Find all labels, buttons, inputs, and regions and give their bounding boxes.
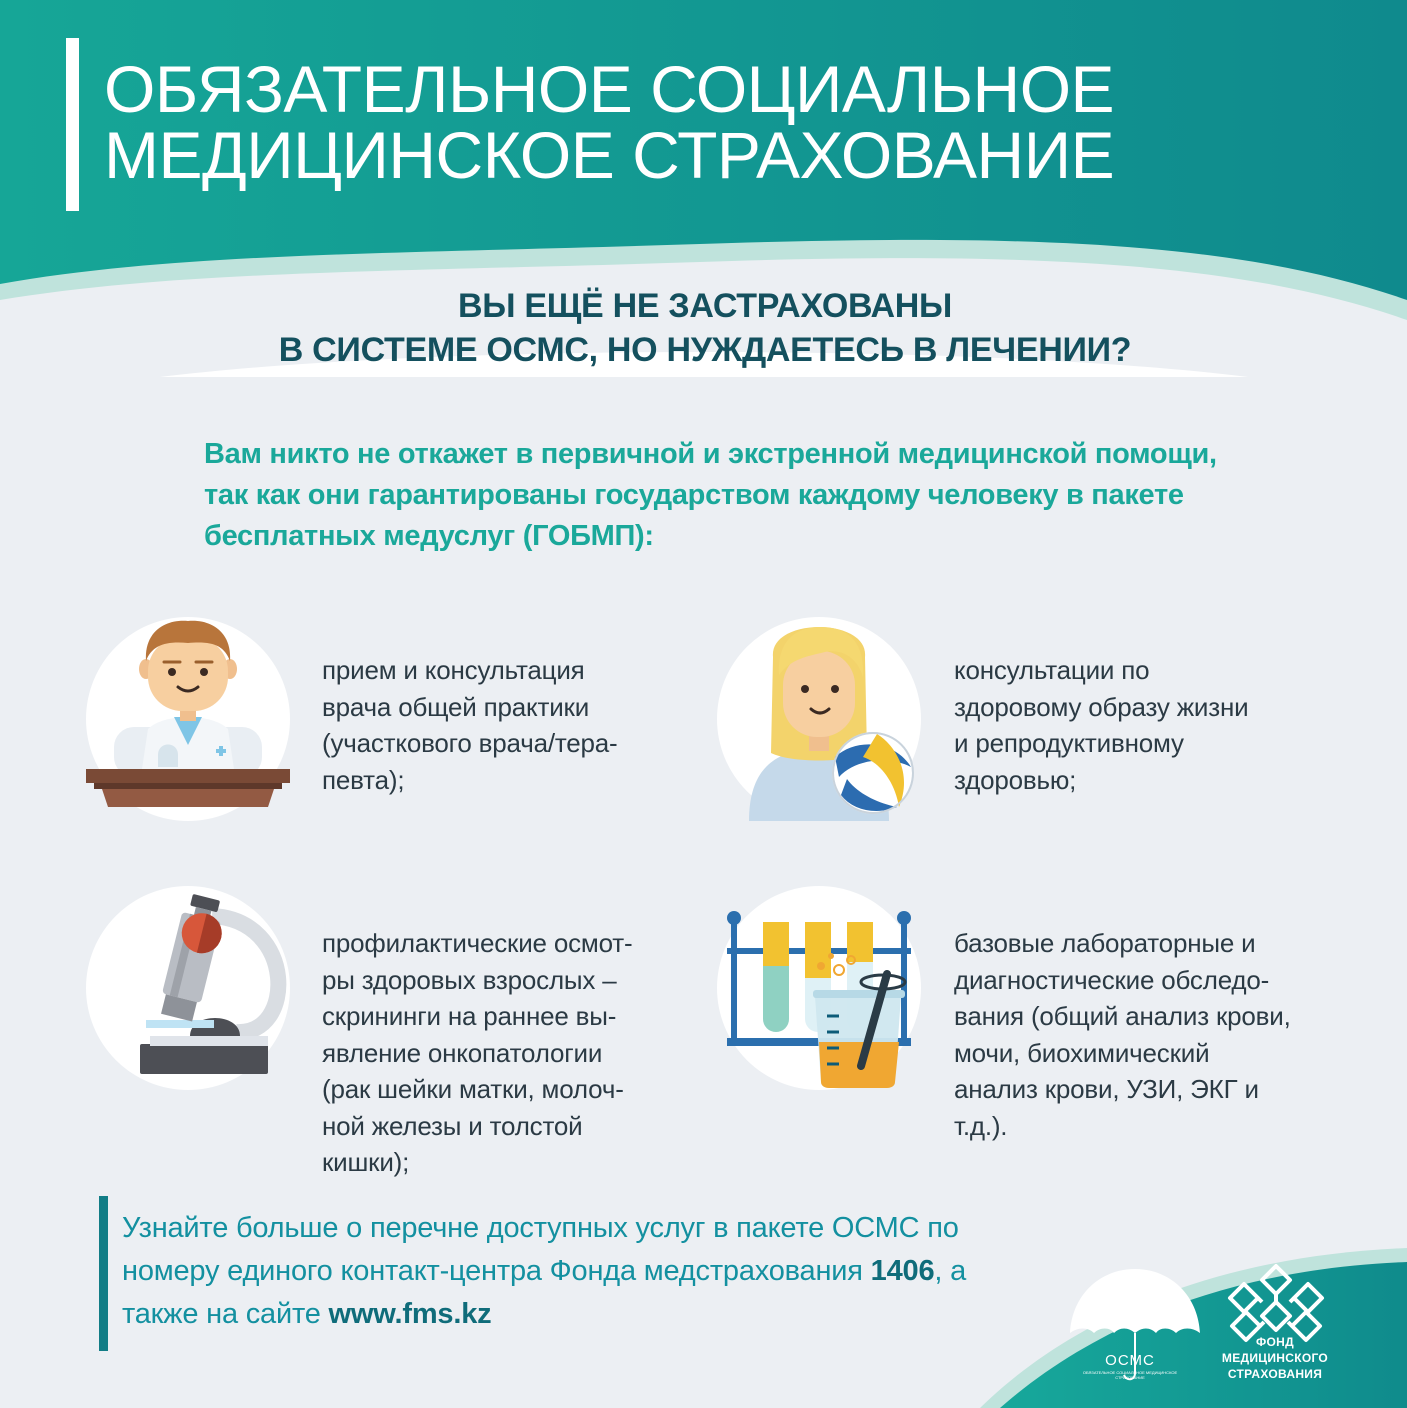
fund-logo-line-1: ФОНД	[1256, 1335, 1294, 1349]
footer-text-part-2: , а также на сайте	[122, 1255, 967, 1330]
service-text-4: базовые лабораторные и диагностические обследо- вания (общий анализ крови, мочи, биохимический анализ крови, УЗИ, ЭКГ и т.д.).	[954, 928, 1291, 1141]
microscope-icon	[86, 886, 290, 1090]
footer-accent-bar	[99, 1196, 108, 1351]
fund-logo-label	[1200, 1334, 1350, 1382]
contact-phone: 1406	[870, 1255, 935, 1287]
doctor-icon	[86, 617, 290, 821]
title-accent-bar	[66, 38, 79, 211]
test-tubes-icon	[717, 886, 921, 1090]
footer-text-part-1: Узнайте больше о перечне доступных услуг в пакете ОСМС по номеру единого контакт-центра Фонда медстрахования	[122, 1212, 959, 1287]
question-heading	[160, 284, 1250, 372]
service-text-1: прием и консультация врача общей практики (участкового врача/тера- певта);	[322, 655, 618, 795]
intro-paragraph: Вам никто не откажет в первичной и экстренной медицинской помощи, так как они гарантированы государством каждому человеку в пакете бесплатных медуслуг (ГОБМП):	[204, 438, 1217, 552]
title-line-2: МЕДИЦИНСКОЕ СТРАХОВАНИЕ	[104, 118, 1115, 192]
website-link[interactable]: www.fms.kz	[328, 1298, 492, 1330]
fund-logo-line-2: МЕДИЦИНСКОГО	[1221, 1351, 1329, 1365]
woman-volleyball-icon	[717, 617, 921, 821]
question-line-1: ВЫ ЕЩЁ НЕ ЗАСТРАХОВАНЫ	[457, 287, 953, 325]
page-title	[104, 52, 1115, 192]
osms-logo-subtitle: ОБЯЗАТЕЛЬНОЕ СОЦИАЛЬНОЕ МЕДИЦИНСКОЕ СТРАХОВАНИЕ	[1082, 1370, 1178, 1380]
service-text-2: консультации по здоровому образу жизни и репродуктивному здоровью;	[954, 655, 1249, 795]
question-line-2: В СИСТЕМЕ ОСМС, НО НУЖДАЕТЕСЬ В ЛЕЧЕНИИ?	[278, 331, 1132, 369]
footer-text	[122, 1207, 1002, 1336]
service-text-3: профилактические осмот- ры здоровых взрослых – скрининги на раннее вы- явление онкопатологии (рак шейки матки, молоч- ной железы и толстой кишки);	[322, 928, 633, 1177]
osms-logo-label: ОСМС	[1105, 1352, 1155, 1369]
title-line-1: ОБЯЗАТЕЛЬНОЕ СОЦИАЛЬНОЕ	[104, 52, 1115, 126]
fund-logo-line-3: СТРАХОВАНИЯ	[1227, 1367, 1323, 1381]
